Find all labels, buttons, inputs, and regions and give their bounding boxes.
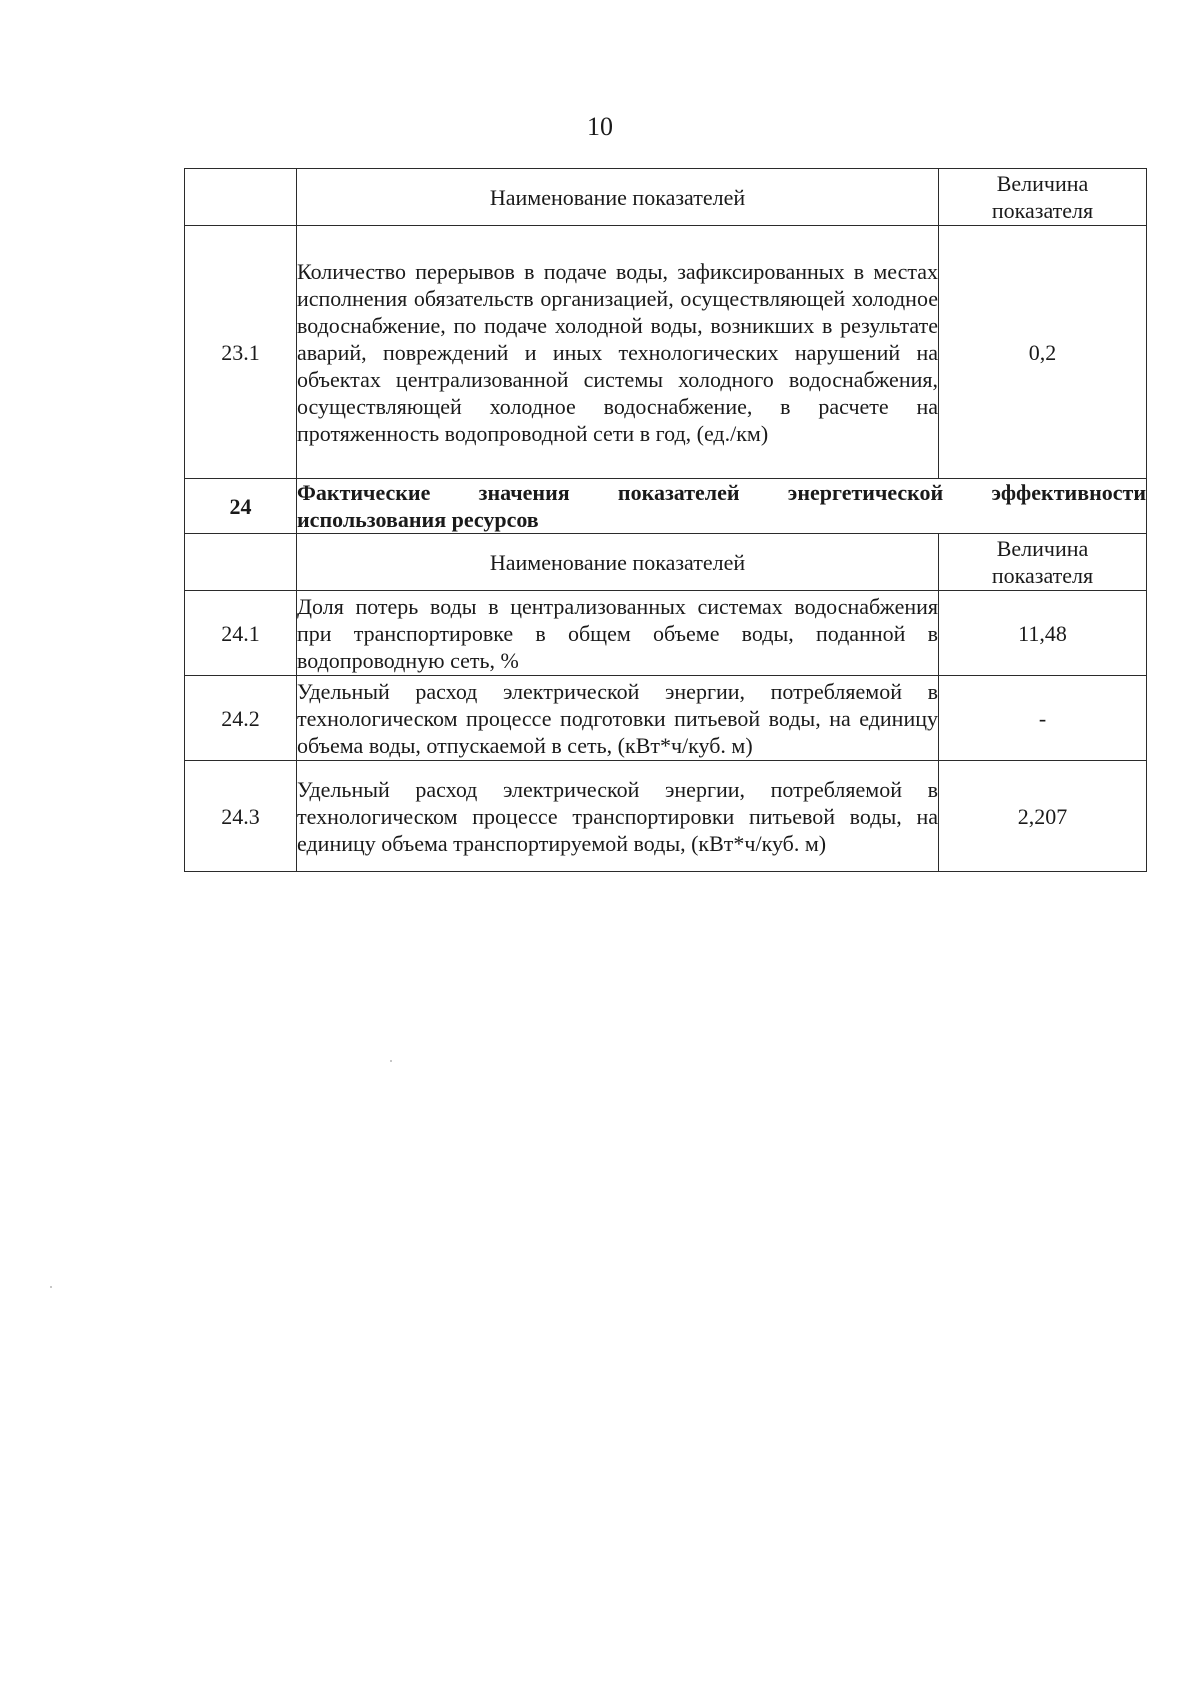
table-row: [185, 226, 1147, 479]
subheader-value-line1: Величина: [996, 536, 1089, 561]
indicators-table: [184, 168, 1147, 872]
header-value-line2: показателя: [991, 198, 1094, 223]
subheader-name-cell: Наименование показателей: [297, 534, 939, 591]
row-text: Удельный расход электрической энергии, потребляемой в технологическом процессе транспортировки питьевой воды, на единицу объема транспортируемой воды, (кВт*ч/куб. м): [297, 761, 939, 872]
subheader-value-cell: [939, 534, 1147, 591]
row-value: 2,207: [939, 761, 1147, 872]
page-number: 10: [587, 112, 613, 141]
table-row: [185, 761, 1147, 872]
row-value: -: [939, 676, 1147, 761]
table-header-row: [185, 169, 1147, 226]
header-num-cell: [185, 169, 297, 226]
table-row: [185, 591, 1147, 676]
section-title-line2: использования ресурсов: [297, 507, 539, 532]
row-number: 24.2: [185, 676, 297, 761]
row-value: 11,48: [939, 591, 1147, 676]
section-title-line1: Фактические значения показателей энергетической эффективности: [297, 480, 1146, 505]
header-name-cell: Наименование показателей: [297, 169, 939, 226]
subheader-value-line2: показателя: [991, 563, 1094, 588]
row-number: 23.1: [185, 226, 297, 479]
header-value-line1: Величина: [996, 171, 1089, 196]
row-value: 0,2: [939, 226, 1147, 479]
table-subheader-row: [185, 534, 1147, 591]
scan-speck: [50, 1286, 52, 1288]
table-row: [185, 676, 1147, 761]
section-title: [297, 479, 1147, 534]
row-text: Удельный расход электрической энергии, потребляемой в технологическом процессе подготовки питьевой воды, на единицу объема воды, отпускаемой в сеть, (кВт*ч/куб. м): [297, 676, 939, 761]
section-row: [185, 479, 1147, 534]
row-text: Доля потерь воды в централизованных системах водоснабжения при транспортировке в общем объеме воды, поданной в водопроводную сеть, %: [297, 591, 939, 676]
scan-speck: [390, 1060, 392, 1062]
header-value-cell: [939, 169, 1147, 226]
section-number: 24: [185, 479, 297, 534]
row-number: 24.3: [185, 761, 297, 872]
row-number: 24.1: [185, 591, 297, 676]
row-text: Количество перерывов в подаче воды, зафиксированных в местах исполнения обязательств организацией, осуществляющей холодное водоснабжение, по подаче холодной воды, возникших в результате аварий, повреждений и иных технологических нарушений на объектах централизованной системы холодного водоснабжения, осуществляющей холодное водоснабжение, в расчете на протяженность водопроводной сети в год, (ед./км): [297, 226, 939, 479]
subheader-num-cell: [185, 534, 297, 591]
